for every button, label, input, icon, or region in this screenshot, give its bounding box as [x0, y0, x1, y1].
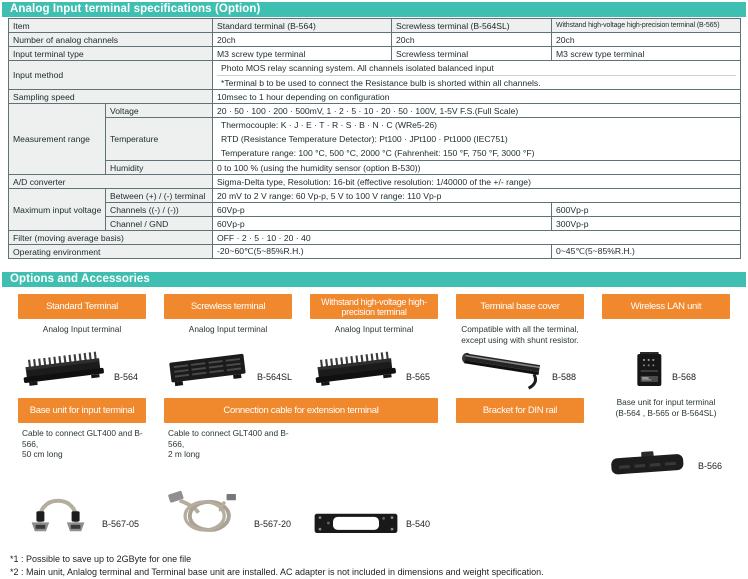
model-b567-05: B-567-05: [102, 519, 140, 529]
item-label: Item: [9, 19, 213, 33]
input-method-line1: Photo MOS relay scanning system. All channels isolated balanced input: [221, 63, 494, 73]
col-header-withstand: Withstand high-voltage high-precision terminal (B-565): [552, 19, 741, 33]
filter-label: Filter (moving average basis): [9, 231, 213, 245]
channels-minus-std-scr: 60Vp-p: [213, 203, 552, 217]
model-b540: B-540: [406, 519, 431, 529]
input-method-label: Input method: [9, 61, 213, 90]
measurement-label: Measurement range: [9, 104, 106, 175]
row-humidity-range: [9, 161, 741, 175]
row-voltage-range: [9, 104, 741, 118]
sampling-value: 10msec to 1 hour depending on configuration: [213, 90, 741, 104]
base-unit-desc-line1: Base unit for input terminal: [616, 397, 716, 407]
environment-label: Operating environment: [9, 245, 213, 259]
row-input-method: [9, 61, 741, 90]
model-b565: B-565: [406, 372, 431, 382]
max-voltage-label: Maximum input voltage: [9, 189, 106, 231]
humidity-value: 0 to 100 % (using the humidity sensor (option B-530)): [213, 161, 741, 175]
temperature-value: [213, 118, 741, 161]
model-b567-20: B-567-20: [254, 519, 292, 529]
card-standard-terminal-title: Standard Terminal: [18, 294, 146, 319]
temperature-line1: Thermocouple: K · J · E · T · R · S · B · N · C (WRe5-26): [221, 120, 437, 130]
terminal-base-cover-cell: [456, 346, 584, 396]
page: [0, 2, 748, 577]
empty-desc: [456, 427, 584, 485]
channel-gnd-label: Channel / GND: [106, 217, 213, 231]
terminal-base-cover-desc-line2: except using with shunt resistor.: [461, 334, 579, 345]
model-b568: B-568: [672, 372, 697, 382]
channel-gnd-std-scr: 60Vp-p: [213, 217, 552, 231]
model-b564: B-564: [114, 372, 139, 382]
base-unit-desc-line2: (B-564 , B-565 or B-564SL): [615, 407, 717, 418]
wireless-lan-desc: [602, 323, 730, 346]
accessories-section-header: Options and Accessories: [2, 272, 746, 287]
card-connection-cable-title: Connection cable for extension terminal: [164, 398, 438, 423]
channels-label: Number of analog channels: [9, 33, 213, 47]
footnote-2: *2 : Main unit, Anlalog terminal and Terminal base unit are installed. AC adapter is not included in dimensions and weight specification.: [10, 567, 544, 577]
filter-value: OFF · 2 · 5 · 10 · 20 · 40: [213, 231, 741, 245]
row-max-voltage-channels: [9, 203, 741, 217]
row-max-voltage-gnd: [9, 217, 741, 231]
temperature-line3: Temperature range: 100 °C, 500 °C, 2000 °C (Fahrenheit: 150 °F, 750 °F, 3000 °F): [221, 148, 535, 158]
cable-50cm-desc-line1: Cable to connect GLT400 and B-566,: [22, 428, 143, 449]
channel-gnd-withstand: 300Vp-p: [552, 217, 741, 231]
row-filter: [9, 231, 741, 245]
cable-2m-desc: [164, 427, 292, 485]
withstand-terminal-cell: [310, 346, 438, 396]
input-method-value: [213, 61, 741, 90]
base-unit-image: [602, 445, 694, 481]
terminal-base-cover-image: [456, 348, 548, 392]
row-ad-converter: [9, 175, 741, 189]
col-header-standard: Standard terminal (B-564): [213, 19, 392, 33]
standard-terminal-desc: Analog Input terminal: [42, 324, 122, 334]
row-channels: [9, 33, 741, 47]
standard-terminal-cell: [18, 346, 146, 396]
cable-2m-desc-line2: 2 m long: [168, 449, 200, 459]
card-base-unit-title: Base unit for input terminal: [18, 398, 146, 423]
cable-2m-desc-line1: Cable to connect GLT400 and B-566,: [168, 428, 289, 449]
din-bracket-desc: [310, 427, 438, 485]
voltage-value: 20 · 50 · 100 · 200 · 500mV, 1 · 2 · 5 · 10 · 20 · 50 · 100V, 1-5V F.S.(Full Scale): [213, 104, 741, 118]
withstand-terminal-image: [310, 348, 402, 392]
spec-table: [8, 18, 741, 259]
screwless-terminal-image: [164, 348, 253, 392]
humidity-label: Humidity: [106, 161, 213, 175]
row-terminal-type: [9, 47, 741, 61]
terminal-type-withstand: M3 screw type terminal: [552, 47, 741, 61]
voltage-label: Voltage: [106, 104, 213, 118]
row-item: [9, 19, 741, 33]
row-temperature-range: [9, 118, 741, 161]
cable-2m-cell: [164, 485, 292, 543]
cable-50cm-desc-line2: 50 cm long: [22, 449, 63, 459]
terminal-type-screwless: Screwless terminal: [392, 47, 552, 61]
screwless-terminal-cell: [164, 346, 292, 396]
din-bracket-image: [310, 507, 402, 539]
base-unit-cell: [602, 427, 730, 485]
cable-50cm-cell: [18, 485, 146, 543]
card-screwless-terminal-title: Screwless terminal: [164, 294, 292, 319]
withstand-terminal-desc: Analog Input terminal: [334, 324, 414, 334]
cable-50cm-desc: [18, 427, 146, 485]
screwless-terminal-desc: Analog Input terminal: [188, 324, 268, 334]
channels-withstand: 20ch: [552, 33, 741, 47]
model-b564sl: B-564SL: [256, 372, 292, 382]
sampling-label: Sampling speed: [9, 90, 213, 104]
card-din-bracket-title: Bracket for DIN rail: [456, 398, 584, 423]
cable-50cm-image: [18, 485, 98, 539]
terminal-type-label: Input terminal type: [9, 47, 213, 61]
model-b566: B-566: [698, 461, 723, 471]
environment-withstand: 0~45℃(5~85%R.H.): [552, 245, 741, 259]
empty-cell: [456, 485, 584, 535]
wireless-lan-image: [628, 344, 668, 392]
row-sampling: [9, 90, 741, 104]
environment-std-scr: -20~60℃(5~85%R.H.): [213, 245, 552, 259]
between-label: Between (+) / (-) terminal: [106, 189, 213, 203]
terminal-type-standard: M3 screw type terminal: [213, 47, 392, 61]
temperature-label: Temperature: [106, 118, 213, 161]
channels-screwless: 20ch: [392, 33, 552, 47]
model-b588: B-588: [552, 372, 577, 382]
base-unit-desc: [602, 396, 730, 427]
card-terminal-base-cover-title: Terminal base cover: [456, 294, 584, 319]
channels-minus-withstand: 600Vp-p: [552, 203, 741, 217]
input-method-line2: *Terminal b to be used to connect the Resistance bulb is shorted within all channels.: [217, 75, 736, 89]
terminal-base-cover-desc-line1: Compatible with all the terminal,: [461, 324, 579, 334]
temperature-line2: RTD (Resistance Temperature Detector): Pt100 · JPt100 · Pt1000 (IEC751): [221, 134, 508, 144]
accessories-grid: [0, 294, 748, 543]
channels-standard: 20ch: [213, 33, 392, 47]
cable-2m-image: [164, 485, 250, 539]
col-header-screwless: Screwless terminal (B-564SL): [392, 19, 552, 33]
row-environment: [9, 245, 741, 259]
card-withstand-terminal-title: Withstand high-voltage high-precision terminal: [310, 294, 438, 319]
ad-converter-value: Sigma-Delta type, Resolution: 16-bit (effective resolution: 1/40000 of the +/- range): [213, 175, 741, 189]
ad-converter-label: A/D converter: [9, 175, 213, 189]
footnote-1: *1 : Possible to save up to 2GByte for one file: [10, 554, 192, 564]
spec-section-header: Analog Input terminal specifications (Option): [2, 2, 746, 17]
channels-minus-label: Channels ((-) / (-)): [106, 203, 213, 217]
wireless-lan-cell: [602, 346, 730, 396]
terminal-base-cover-desc: [456, 323, 584, 346]
between-value: 20 mV to 2 V range: 60 Vp-p, 5 V to 100 V range: 110 Vp-p: [213, 189, 741, 203]
standard-terminal-image: [18, 348, 110, 392]
din-bracket-cell: [310, 485, 438, 543]
footnotes: [10, 553, 748, 579]
card-wireless-lan-title: Wireless LAN unit: [602, 294, 730, 319]
row-max-voltage-between: [9, 189, 741, 203]
